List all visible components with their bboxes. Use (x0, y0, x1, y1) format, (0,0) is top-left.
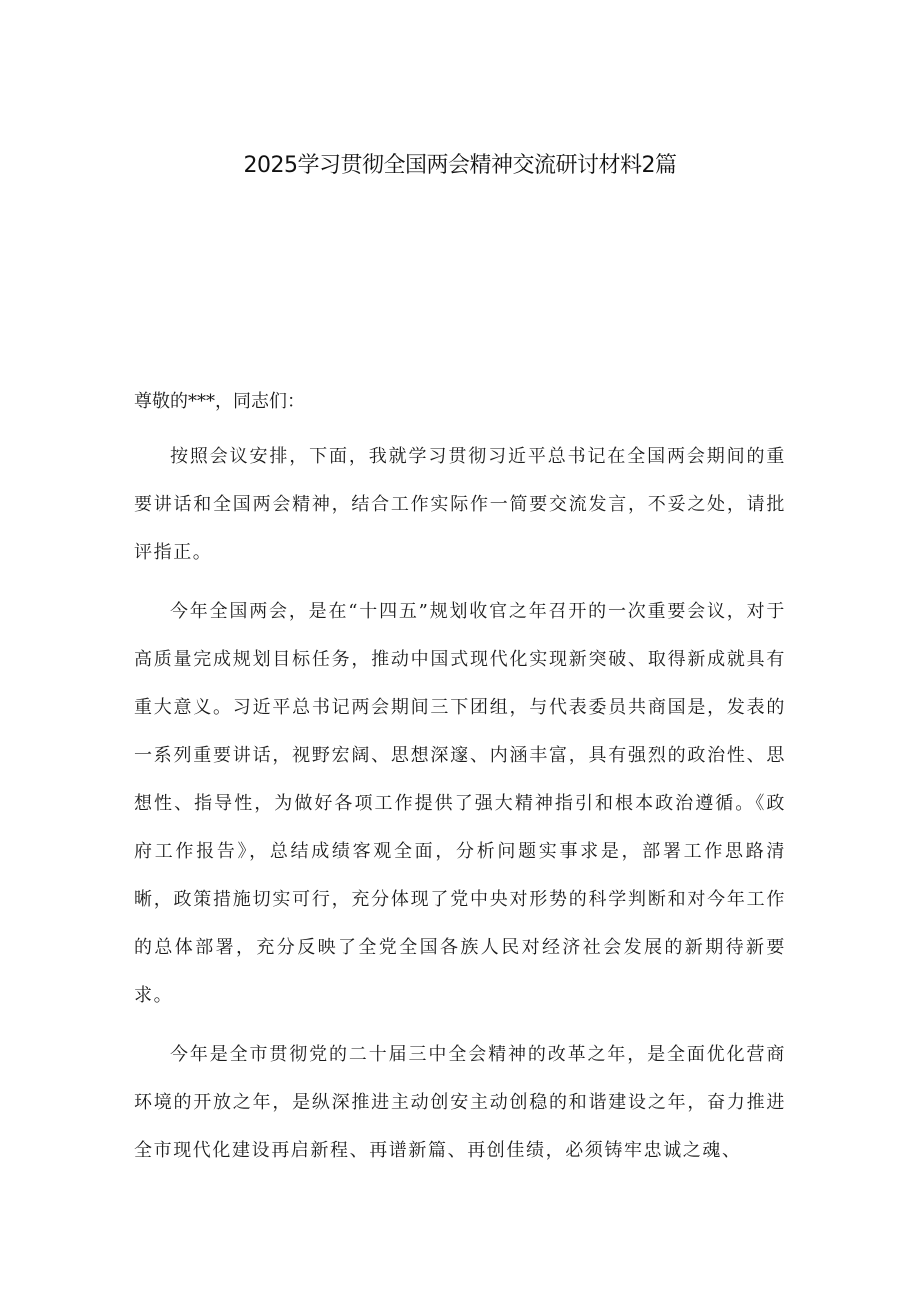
document-body (134, 382, 786, 1186)
document-title: 2025学习贯彻全国两会精神交流研讨材料2篇 (243, 153, 677, 178)
paragraph: 今年是全市贯彻党的二十届三中全会精神的改革之年，是全面优化营商环境的开放之年，是纵深推进主动创安主动创稳的和谐建设之年，奋力推进全市现代化建设再启新程、再谱新篇、再创佳绩，必须铸牢忠诚之魂、 (134, 1044, 786, 1161)
paragraph: 今年全国两会，是在“十四五”规划收官之年召开的一次重要会议，对于高质量完成规划目标任务，推动中国式现代化实现新突破、取得新成就具有重大意义。习近平总书记两会期间三下团组，与代表委员共商国是，发表的一系列重要讲话，视野宏阔、思想深邃、内涵丰富，具有强烈的政治性、思想性、指导性，为做好各项工作提供了强大精神指引和根本政治遵循。《政府工作报告》，总结成绩客观全面，分析问题实事求是，部署工作思路清晰，政策措施切实可行，充分体现了党中央对形势的科学判断和对今年工作的总体部署，充分反映了全党全国各族人民对经济社会发展的新期待新要求。 (134, 601, 786, 1006)
paragraph: 按照会议安排，下面，我就学习贯彻习近平总书记在全国两会期间的重要讲话和全国两会精神，结合工作实际作一简要交流发言，不妥之处，请批评指正。 (134, 446, 786, 563)
salutation: 尊敬的***，同志们： (134, 391, 305, 412)
